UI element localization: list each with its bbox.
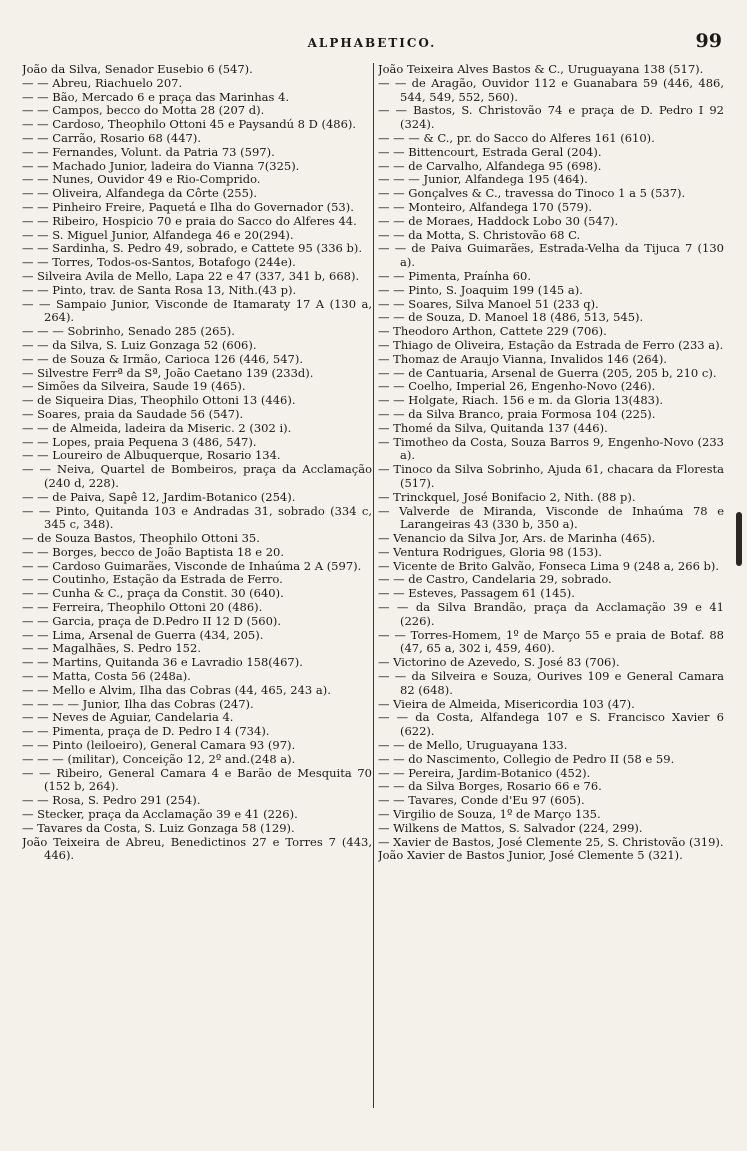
- directory-entry: — — Pinto, S. Joaquim 199 (145 a).: [378, 282, 583, 297]
- directory-entry: — — Abreu, Riachuelo 207.: [22, 75, 183, 90]
- directory-entry: — Soares, praia da Saudade 56 (547).: [22, 406, 244, 421]
- page-header: [22, 30, 722, 56]
- directory-entry: — — — (militar), Conceição 12, 2º and.(248 a).: [22, 751, 296, 766]
- directory-entry: — Vieira de Almeida, Misericordia 103 (47).: [378, 696, 635, 711]
- directory-entry: — — Monteiro, Alfandega 170 (579).: [378, 199, 592, 214]
- directory-entry: — — Pinto, Quitanda 103 e Andradas 31, sobrado (334 c, 345 c, 348).: [22, 503, 372, 532]
- directory-entry: — — Pinto (leiloeiro), General Camara 93 (97).: [22, 738, 296, 753]
- directory-entry: — — Gonçalves & C., travessa do Tinoco 1 a 5 (537).: [378, 186, 686, 201]
- directory-entry: — — Pinto, trav. de Santa Rosa 13, Nith.(43 p).: [22, 282, 297, 297]
- directory-entry: — Thiago de Oliveira, Estação da Estrada de Ferro (233 a).: [378, 337, 724, 352]
- directory-entry: — — Ribeiro, Hospicio 70 e praia do Sacco do Alferes 44.: [22, 213, 357, 228]
- directory-entry: — — Bastos, S. Christovão 74 e praça de D. Pedro I 92 (324).: [378, 103, 724, 132]
- directory-entry: — — Sardinha, S. Pedro 49, sobrado, e Cattete 95 (336 b).: [22, 241, 363, 256]
- directory-entry: — Thomé da Silva, Quitanda 137 (446).: [378, 420, 608, 435]
- directory-entry: — — de Moraes, Haddock Lobo 30 (547).: [378, 213, 619, 228]
- directory-entry: — Timotheo da Costa, Souza Barros 9, Engenho-Novo (233 a).: [378, 434, 724, 463]
- directory-entry: — — Bão, Mercado 6 e praça das Marinhas 4.: [22, 89, 290, 104]
- directory-entry: — Venancio da Silva Jor, Ars. de Marinha (465).: [378, 531, 656, 546]
- directory-entry: — — da Silva Branco, praia Formosa 104 (225).: [378, 406, 656, 421]
- directory-entry: — — Neiva, Quartel de Bombeiros, praça da Acclamação (240 d, 228).: [22, 462, 372, 490]
- directory-entry: — — Sampaio Junior, Visconde de Itamaraty 17 A (130 a, 264).: [22, 296, 372, 325]
- directory-entry: — — Campos, becco do Motta 28 (207 d).: [22, 103, 265, 118]
- directory-entry: — — Bittencourt, Estrada Geral (204).: [378, 144, 602, 159]
- directory-entry: — — de Almeida, ladeira da Miseric. 2 (302 i).: [22, 420, 292, 435]
- directory-entry: — — Cardoso, Theophilo Ottoni 45 e Paysandú 8 D (486).: [22, 117, 357, 132]
- directory-entry: — de Siqueira Dias, Theophilo Ottoni 13 (446).: [22, 393, 296, 408]
- directory-entry: — — Nunes, Ouvidor 49 e Rio-Comprido.: [22, 172, 261, 187]
- directory-entry: — — Magalhães, S. Pedro 152.: [22, 641, 201, 656]
- directory-entry: — Xavier de Bastos, José Clemente 25, S. Christovão (319).: [378, 834, 724, 849]
- directory-entry: — — de Carvalho, Alfandega 95 (698).: [378, 158, 602, 173]
- directory-entry: — Trinckquel, José Bonifacio 2, Nith. (88 p).: [378, 489, 636, 504]
- directory-entry: João Teixeira Alves Bastos & C., Uruguayana 138 (517).: [378, 63, 704, 76]
- directory-entry: — — Esteves, Passagem 61 (145).: [378, 586, 575, 601]
- directory-entry: — — Rosa, S. Pedro 291 (254).: [22, 793, 201, 808]
- directory-entry: — — da Costa, Alfandega 107 e S. Francisco Xavier 6 (622).: [378, 710, 724, 739]
- directory-entry: — — Pereira, Jardim-Botanico (452).: [378, 765, 591, 780]
- directory-entry: — Valverde de Miranda, Visconde de Inhaúma 78 e Larangeiras 43 (330 b, 350 a).: [378, 503, 724, 532]
- directory-entry: — — — & C., pr. do Sacco do Alferes 161 (610).: [378, 130, 655, 145]
- directory-entry: — — Lopes, praia Pequena 3 (486, 547).: [22, 434, 257, 449]
- directory-entry: — — Loureiro de Albuquerque, Rosario 134.: [22, 448, 281, 463]
- margin-mark: [736, 512, 742, 566]
- directory-entry: — — da Motta, S. Christovão 68 C.: [378, 227, 581, 242]
- directory-entry: — — Borges, becco de João Baptista 18 e 20.: [22, 544, 285, 559]
- directory-entry: — — Torres, Todos-os-Santos, Botafogo (244e).: [22, 255, 296, 270]
- directory-entry: — — Machado Junior, ladeira do Vianna 7(325).: [22, 158, 300, 173]
- directory-entry: — Tinoco da Silva Sobrinho, Ajuda 61, chacara da Floresta (517).: [378, 462, 724, 490]
- directory-entry: — — Matta, Costa 56 (248a).: [22, 669, 191, 684]
- directory-entry: — Stecker, praça da Acclamação 39 e 41 (226).: [22, 807, 298, 822]
- directory-entry: — Wilkens de Mattos, S. Salvador (224, 299).: [378, 820, 643, 835]
- directory-entry: — — S. Miguel Junior, Alfandega 46 e 20(294).: [22, 227, 294, 242]
- directory-entry: — — — Junior, Alfandega 195 (464).: [378, 172, 588, 187]
- directory-entry: — Thomaz de Araujo Vianna, Invalidos 146 (264).: [378, 351, 667, 366]
- right-column: [378, 63, 724, 1123]
- directory-entry: João Xavier de Bastos Junior, José Clemente 5 (321).: [378, 848, 683, 863]
- directory-entry: — — da Silva, S. Luiz Gonzaga 52 (606).: [22, 337, 257, 352]
- directory-entry: — — — Sobrinho, Senado 285 (265).: [22, 324, 235, 339]
- directory-entry: — — de Souza, D. Manoel 18 (486, 513, 545).: [378, 310, 644, 325]
- directory-entry: — — — — Junior, Ilha das Cobras (247).: [22, 696, 254, 711]
- directory-entry: — Theodoro Arthon, Cattete 229 (706).: [378, 324, 607, 339]
- directory-entry: — — de Castro, Candelaria 29, sobrado.: [378, 572, 612, 587]
- directory-entry: — — Tavares, Conde d'Eu 97 (605).: [378, 793, 585, 808]
- directory-entry: — — Oliveira, Alfandega da Côrte (255).: [22, 186, 258, 201]
- directory-entry: — — de Cantuaria, Arsenal de Guerra (205, 205 b, 210 c).: [378, 365, 717, 380]
- directory-entry: — — Martins, Quitanda 36 e Lavradio 158(467).: [22, 655, 303, 670]
- directory-entry: — — do Nascimento, Collegio de Pedro II (58 e 59.: [378, 751, 675, 766]
- directory-entry: — — Cunha & C., praça da Constit. 30 (640).: [22, 586, 284, 601]
- directory-entry: — — de Souza & Irmão, Carioca 126 (446, 547).: [22, 351, 303, 366]
- directory-entry: — — Cardoso Guimarães, Visconde de Inhaúma 2 A (597).: [22, 558, 362, 573]
- directory-entry: — — Holgate, Riach. 156 e m. da Gloria 13(483).: [378, 393, 664, 408]
- directory-entry: — — da Silva Brandão, praça da Acclamação 39 e 41 (226).: [378, 600, 724, 628]
- directory-entry: — Vicente de Brito Galvão, Fonseca Lima 9 (248 a, 266 b).: [378, 558, 720, 573]
- directory-entry: — — Carrão, Rosario 68 (447).: [22, 130, 202, 145]
- left-column: [22, 63, 372, 1123]
- running-title: ALPHABETICO.: [307, 36, 437, 50]
- directory-entry: — — Ferreira, Theophilo Ottoni 20 (486).: [22, 600, 263, 615]
- page-number: 99: [695, 30, 722, 52]
- directory-entry: — — Pimenta, Praínha 60.: [378, 268, 532, 283]
- directory-entry: — — Coelho, Imperial 26, Engenho-Novo (246).: [378, 379, 656, 394]
- directory-entry: — — de Paiva, Sapê 12, Jardim-Botanico (254).: [22, 489, 296, 504]
- directory-entry: — — Ribeiro, General Camara 4 e Barão de Mesquita 70 (152 b, 264).: [22, 765, 372, 794]
- directory-entry: — — de Paiva Guimarães, Estrada-Velha da Tijuca 7 (130 a).: [378, 241, 724, 270]
- directory-entry: — — Mello e Alvim, Ilha das Cobras (44, 465, 243 a).: [22, 682, 331, 697]
- directory-entry: — — Pinheiro Freire, Paquetá e Ilha do Governador (53).: [22, 199, 354, 214]
- directory-entry: — — de Aragão, Ouvidor 112 e Guanabara 59 (446, 486, 544, 549, 552, 560).: [378, 75, 724, 104]
- directory-entry: — — Coutinho, Estação da Estrada de Ferro.: [22, 572, 283, 587]
- directory-entry: — Silveira Avila de Mello, Lapa 22 e 47 (337, 341 b, 668).: [22, 268, 360, 283]
- directory-entry: João da Silva, Senador Eusebio 6 (547).: [22, 63, 253, 76]
- directory-entry: — — de Mello, Uruguayana 133.: [378, 738, 568, 753]
- directory-entry: — de Souza Bastos, Theophilo Ottoni 35.: [22, 531, 260, 546]
- directory-entry: — Silvestre Ferrª da Sª, João Caetano 139 (233d).: [22, 365, 314, 380]
- directory-entry: — — da Silveira e Souza, Ourives 109 e General Camara 82 (648).: [378, 669, 724, 697]
- directory-entry: — Victorino de Azevedo, S. José 83 (706).: [378, 655, 620, 670]
- directory-entry: — — Garcia, praça de D.Pedro II 12 D (560).: [22, 613, 282, 628]
- directory-entry: — Ventura Rodrigues, Gloria 98 (153).: [378, 544, 602, 559]
- directory-entry: — Simões da Silveira, Saude 19 (465).: [22, 379, 246, 394]
- directory-entry: — — Neves de Aguiar, Candelaria 4.: [22, 710, 234, 725]
- directory-entry: João Teixeira de Abreu, Benedictinos 27 e Torres 7 (443, 446).: [22, 834, 372, 863]
- directory-entry: — — Torres-Homem, 1º de Março 55 e praia de Botaf. 88 (47, 65 a, 302 i, 459, 460).: [378, 627, 724, 656]
- directory-entry: — — Fernandes, Volunt. da Patria 73 (597).: [22, 144, 275, 159]
- directory-entry: — — Lima, Arsenal de Guerra (434, 205).: [22, 627, 264, 642]
- column-divider: [373, 63, 374, 1108]
- directory-entry: — — Soares, Silva Manoel 51 (233 q).: [378, 296, 599, 311]
- directory-entry: — — Pimenta, praça de D. Pedro I 4 (734).: [22, 724, 270, 739]
- directory-entry: — — da Silva Borges, Rosario 66 e 76.: [378, 779, 602, 794]
- directory-entry: — Tavares da Costa, S. Luiz Gonzaga 58 (129).: [22, 820, 295, 835]
- directory-entry: — Virgilio de Souza, 1º de Março 135.: [378, 807, 601, 822]
